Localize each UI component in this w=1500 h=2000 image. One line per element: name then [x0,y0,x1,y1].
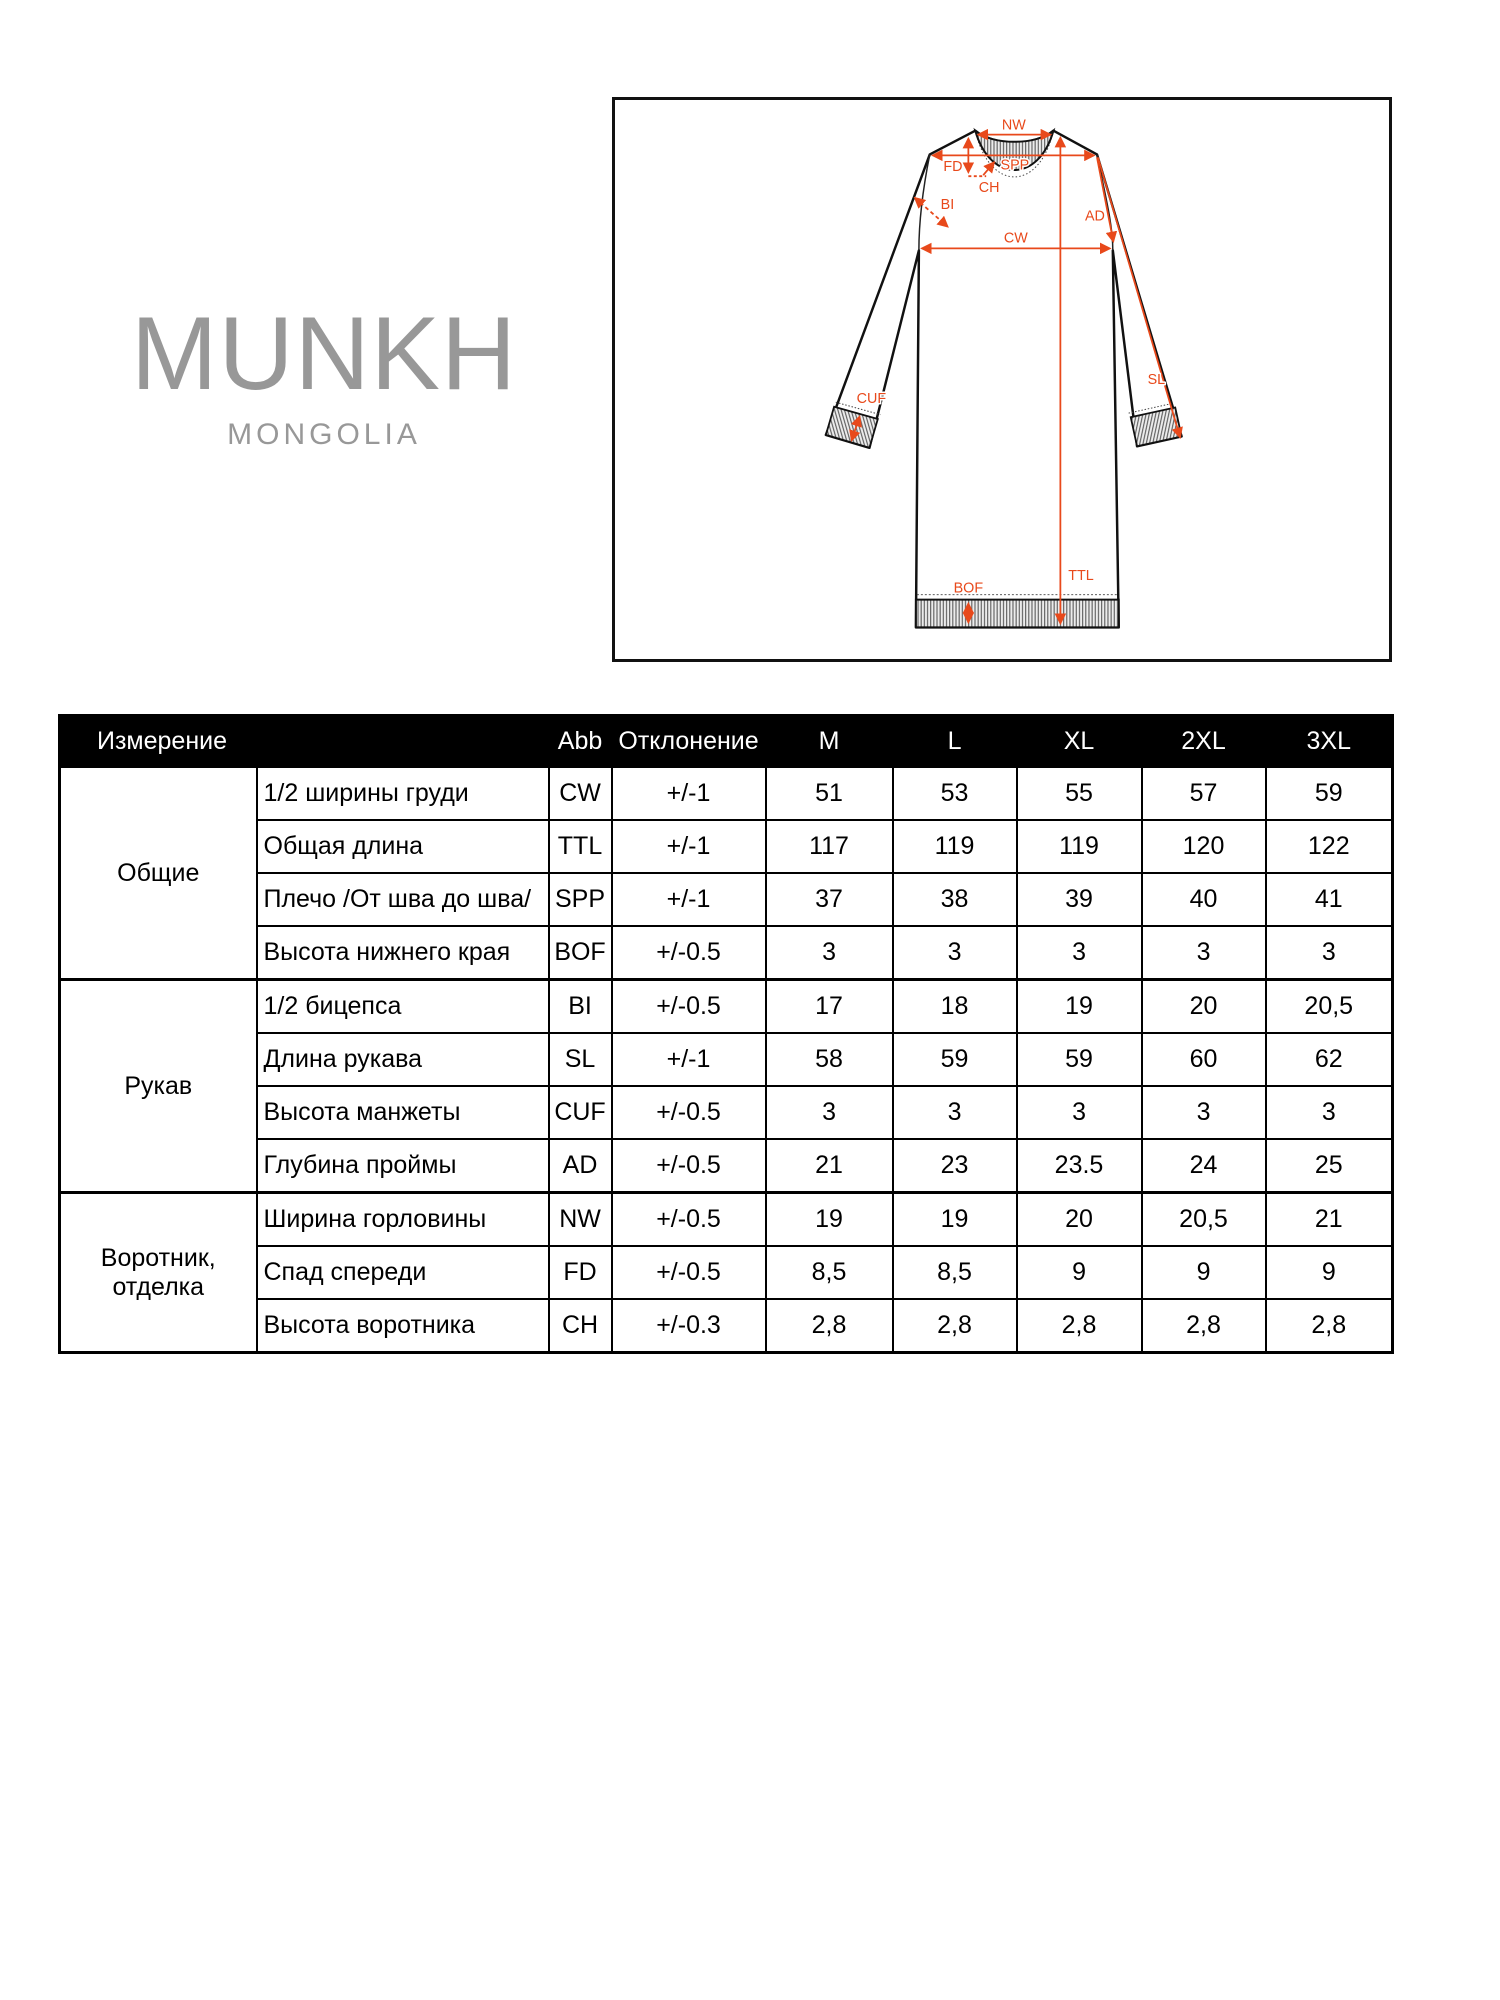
value-cell: 3 [893,926,1017,980]
value-cell: 20 [1017,1193,1142,1247]
value-cell: 24 [1142,1139,1266,1193]
size-table-container [58,714,1394,1354]
group-cell: Воротник, отделка [60,1193,257,1353]
deviation-cell: +/-1 [612,1033,766,1086]
row-label: Высота нижнего края [257,926,549,980]
table-row [60,926,1393,980]
row-label: Спад спереди [257,1246,549,1299]
abb-cell: BOF [549,926,612,980]
header-measurement: Измерение [60,716,549,767]
abb-cell: FD [549,1246,612,1299]
dim-label-ch: CH [978,180,1000,197]
dim-label-fd: FD [943,159,963,176]
dim-label-cuf: CUF [856,390,887,407]
deviation-cell: +/-1 [612,767,766,821]
dim-label-ttl: TTL [1068,567,1094,584]
table-row [60,1033,1393,1086]
value-cell: 58 [766,1033,893,1086]
deviation-cell: +/-0.5 [612,926,766,980]
value-cell: 20,5 [1266,980,1393,1034]
value-cell: 19 [893,1193,1017,1247]
value-cell: 119 [893,820,1017,873]
value-cell: 3 [766,1086,893,1139]
value-cell: 37 [766,873,893,926]
value-cell: 3 [1017,926,1142,980]
row-label: Высота манжеты [257,1086,549,1139]
row-label: Длина рукава [257,1033,549,1086]
value-cell: 20 [1142,980,1266,1034]
value-cell: 120 [1142,820,1266,873]
value-cell: 9 [1266,1246,1393,1299]
deviation-cell: +/-0.3 [612,1299,766,1353]
hem-ribbing [916,600,1119,628]
dim-label-ad: AD [1084,208,1105,225]
value-cell: 57 [1142,767,1266,821]
abb-cell: BI [549,980,612,1034]
abb-cell: CUF [549,1086,612,1139]
row-label: 1/2 бицепса [257,980,549,1034]
value-cell: 2,8 [1266,1299,1393,1353]
deviation-cell: +/-0.5 [612,1193,766,1247]
header-size-m: M [766,716,893,767]
garment-outline [826,131,1182,628]
value-cell: 2,8 [1142,1299,1266,1353]
abb-cell: SPP [549,873,612,926]
deviation-cell: +/-1 [612,873,766,926]
row-label: Высота воротника [257,1299,549,1353]
abb-cell: CH [549,1299,612,1353]
value-cell: 60 [1142,1033,1266,1086]
abb-cell: TTL [549,820,612,873]
dim-label-sl: SL [1147,371,1166,388]
value-cell: 59 [1017,1033,1142,1086]
value-cell: 122 [1266,820,1393,873]
value-cell: 3 [893,1086,1017,1139]
group-cell: Рукав [60,980,257,1193]
value-cell: 21 [1266,1193,1393,1247]
table-row [60,1246,1393,1299]
table-row [60,767,1393,821]
value-cell: 59 [1266,767,1393,821]
dim-label-nw: NW [1001,117,1026,134]
header-size-2xl: 2XL [1142,716,1266,767]
value-cell: 41 [1266,873,1393,926]
dim-label-spp: SPP [1000,157,1030,174]
brand-name: MUNKH [130,296,518,412]
value-cell: 117 [766,820,893,873]
value-cell: 3 [1142,926,1266,980]
value-cell: 40 [1142,873,1266,926]
brand-subtitle: MONGOLIA [227,418,421,451]
size-table [58,714,1394,1354]
value-cell: 9 [1142,1246,1266,1299]
abb-cell: NW [549,1193,612,1247]
row-label: Плечо /От шва до шва/ [257,873,549,926]
header-size-l: L [893,716,1017,767]
abb-cell: AD [549,1139,612,1193]
table-row [60,1299,1393,1353]
header-size-xl: XL [1017,716,1142,767]
value-cell: 55 [1017,767,1142,821]
value-cell: 119 [1017,820,1142,873]
table-row [60,873,1393,926]
row-label: Общая длина [257,820,549,873]
value-cell: 3 [1266,926,1393,980]
value-cell: 3 [1266,1086,1393,1139]
table-row [60,820,1393,873]
value-cell: 51 [766,767,893,821]
value-cell: 39 [1017,873,1142,926]
value-cell: 8,5 [893,1246,1017,1299]
abb-cell: CW [549,767,612,821]
value-cell: 53 [893,767,1017,821]
abb-cell: SL [549,1033,612,1086]
value-cell: 62 [1266,1033,1393,1086]
value-cell: 2,8 [1017,1299,1142,1353]
value-cell: 8,5 [766,1246,893,1299]
deviation-cell: +/-0.5 [612,1246,766,1299]
value-cell: 25 [1266,1139,1393,1193]
row-label: 1/2 ширины груди [257,767,549,821]
dim-label-cw: CW [1003,230,1028,247]
value-cell: 19 [766,1193,893,1247]
value-cell: 3 [1017,1086,1142,1139]
value-cell: 9 [1017,1246,1142,1299]
table-row [60,1193,1393,1247]
garment-diagram-box [612,97,1392,662]
value-cell: 17 [766,980,893,1034]
group-cell: Общие [60,767,257,980]
value-cell: 18 [893,980,1017,1034]
deviation-cell: +/-1 [612,820,766,873]
header-size-3xl: 3XL [1266,716,1393,767]
value-cell: 3 [1142,1086,1266,1139]
value-cell: 23.5 [1017,1139,1142,1193]
value-cell: 2,8 [893,1299,1017,1353]
value-cell: 38 [893,873,1017,926]
deviation-cell: +/-0.5 [612,1086,766,1139]
table-row [60,1086,1393,1139]
table-header-row [60,716,1393,767]
table-row [60,1139,1393,1193]
value-cell: 3 [766,926,893,980]
brand-logo [104,296,544,452]
value-cell: 23 [893,1139,1017,1193]
table-row [60,980,1393,1034]
header-abb: Abb [549,716,612,767]
value-cell: 20,5 [1142,1193,1266,1247]
value-cell: 59 [893,1033,1017,1086]
value-cell: 19 [1017,980,1142,1034]
header-deviation: Отклонение [612,716,766,767]
dim-label-bi: BI [940,196,955,213]
dim-label-bof: BOF [953,580,984,597]
value-cell: 2,8 [766,1299,893,1353]
garment-diagram [615,100,1389,659]
row-label: Ширина горловины [257,1193,549,1247]
row-label: Глубина проймы [257,1139,549,1193]
deviation-cell: +/-0.5 [612,1139,766,1193]
value-cell: 21 [766,1139,893,1193]
deviation-cell: +/-0.5 [612,980,766,1034]
